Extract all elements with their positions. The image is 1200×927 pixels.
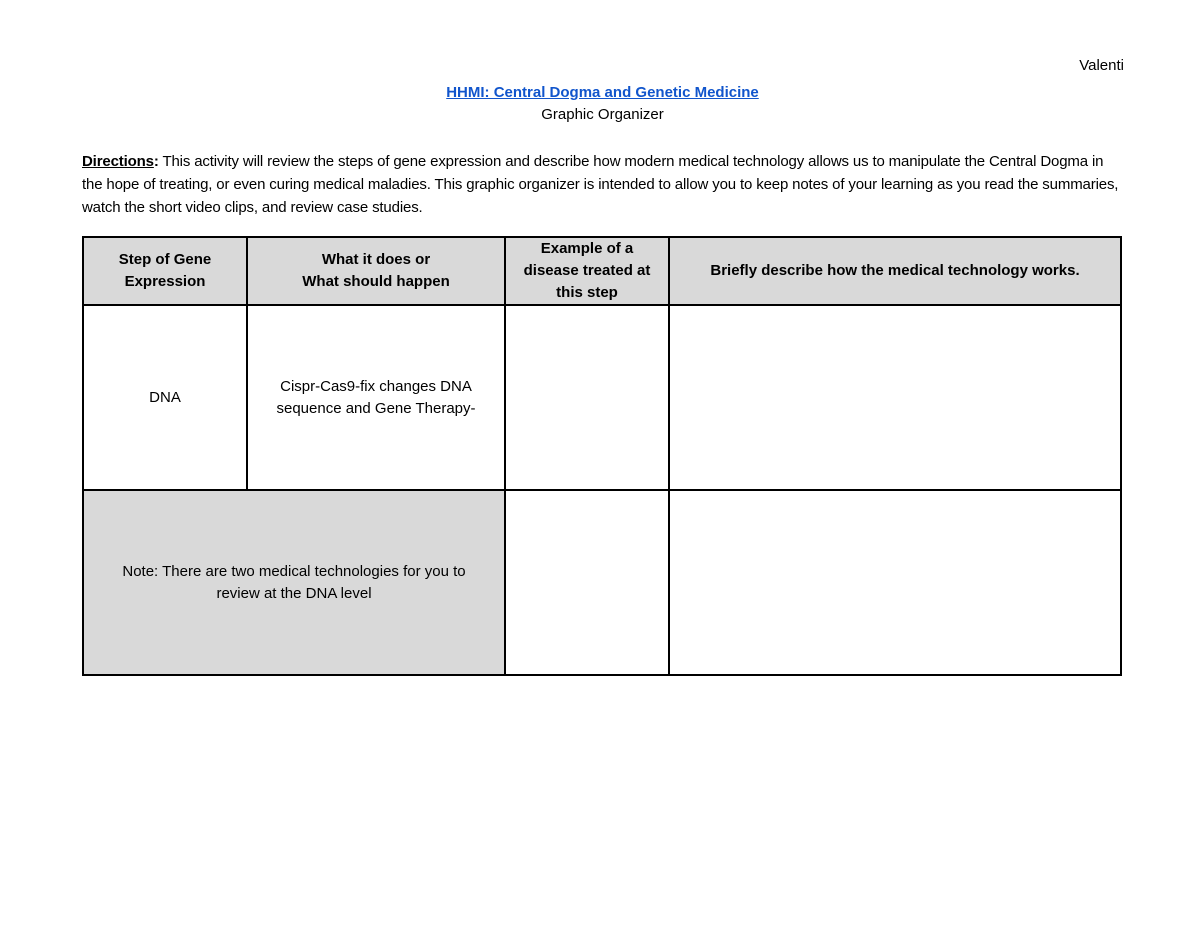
cell-example-input[interactable] <box>505 490 669 675</box>
cell-what: Cispr-Cas9-fix changes DNA sequence and Gene Therapy- <box>247 305 505 490</box>
header-what: What it does or What should happen <box>247 237 505 305</box>
header-describe: Briefly describe how the medical technology works. <box>669 237 1121 305</box>
document-title-link[interactable]: HHMI: Central Dogma and Genetic Medicine <box>446 84 759 101</box>
document-subtitle: Graphic Organizer <box>541 106 664 123</box>
author-name: Valenti <box>1079 57 1124 74</box>
cell-example-input[interactable] <box>505 305 669 490</box>
directions-label: Directions <box>82 153 154 170</box>
directions-text: This activity will review the steps of gene expression and describe how modern medical technology allows us to manipulate the Central Dogma in the hope of treating, or even curing medical maladies. This graphic organizer is intended to allow you to keep notes of your learning as you read the summaries, watch the short video clips, and review case studies. <box>82 153 1119 216</box>
note-cell: Note: There are two medical technologies for you to review at the DNA level <box>83 490 505 675</box>
directions-colon: : <box>153 153 159 170</box>
table-row <box>83 490 1121 675</box>
header-example: Example of a disease treated at this step <box>505 237 669 305</box>
header-step: Step of Gene Expression <box>83 237 247 305</box>
table-row <box>83 305 1121 490</box>
graphic-organizer-table <box>82 236 1122 676</box>
cell-describe-input[interactable] <box>669 305 1121 490</box>
cell-step: DNA <box>83 305 247 490</box>
title-block <box>0 84 1200 123</box>
directions-paragraph <box>82 150 1127 219</box>
cell-describe-input[interactable] <box>669 490 1121 675</box>
table-header-row <box>83 237 1121 305</box>
